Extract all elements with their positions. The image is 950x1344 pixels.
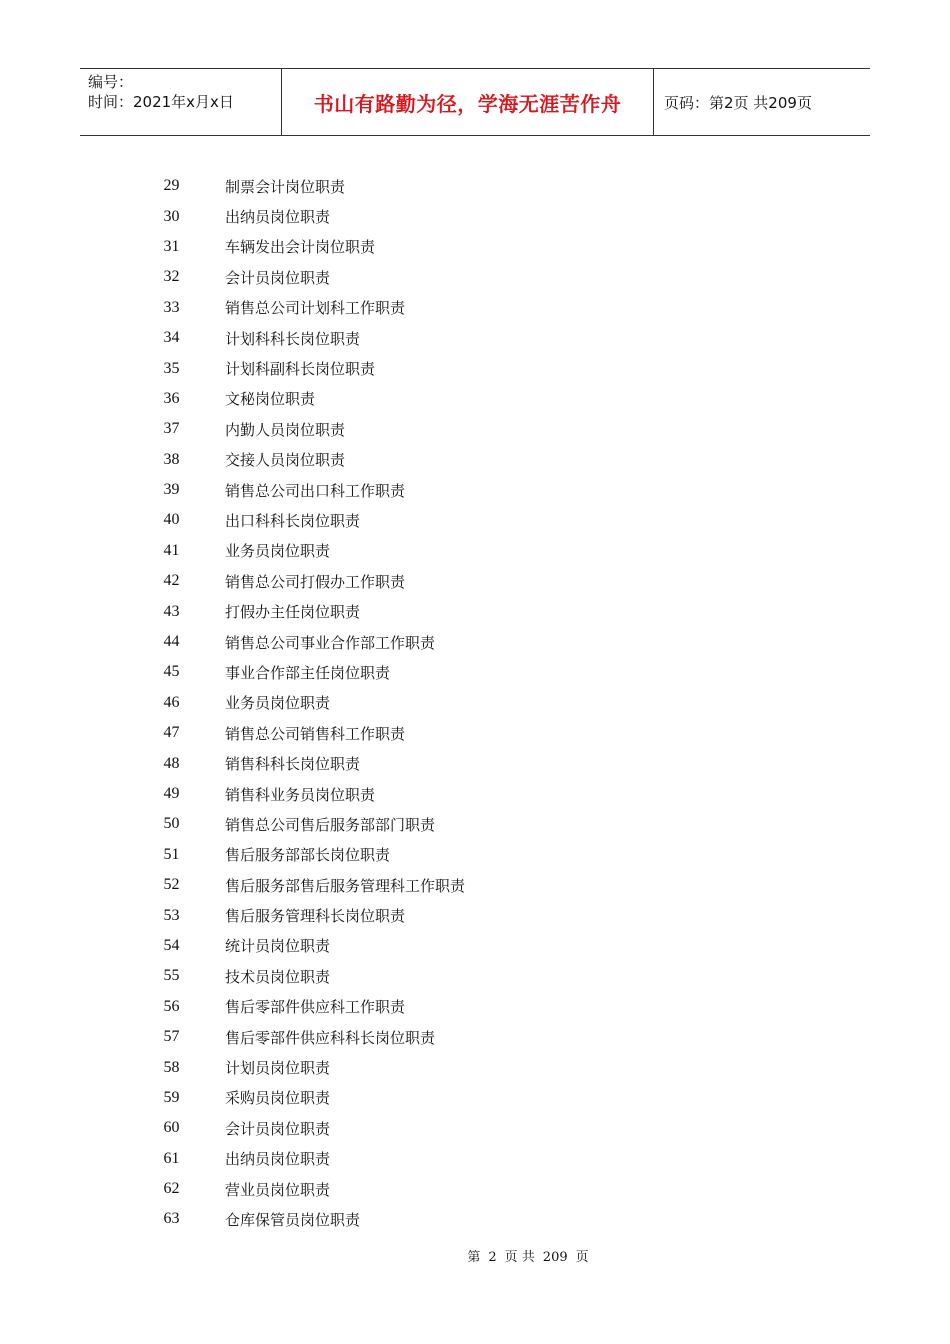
list-item (0, 900, 950, 930)
footer-page: 2 (488, 1250, 497, 1265)
footer-prefix: 第 (467, 1250, 481, 1265)
list-item (0, 1144, 950, 1174)
item-title: 售后服务管理科长岗位职责 (225, 907, 406, 926)
footer-total: 209 (542, 1250, 568, 1265)
item-number: 46 (163, 693, 180, 711)
item-title: 出纳员岗位职责 (225, 208, 331, 227)
item-title: 销售总公司销售科工作职责 (225, 724, 406, 743)
list-item (0, 809, 950, 839)
item-number: 58 (163, 1058, 180, 1076)
list-item (0, 596, 950, 626)
item-number: 45 (163, 663, 180, 681)
item-title: 内勤人员岗位职责 (225, 420, 346, 439)
list-item (0, 718, 950, 748)
item-number: 33 (163, 298, 180, 316)
item-number: 35 (163, 359, 180, 377)
list-item (0, 201, 950, 231)
item-title: 出纳员岗位职责 (225, 1150, 331, 1169)
item-number: 57 (163, 1028, 180, 1046)
item-title: 销售总公司售后服务部部门职责 (225, 815, 436, 834)
item-title: 营业员岗位职责 (225, 1180, 331, 1199)
list-item (0, 384, 950, 414)
item-number: 42 (163, 572, 180, 590)
item-title: 打假办主任岗位职责 (225, 603, 361, 622)
toc-list (0, 171, 950, 1235)
item-number: 51 (163, 845, 180, 863)
item-number: 62 (163, 1180, 180, 1198)
item-number: 59 (163, 1088, 180, 1106)
list-item (0, 262, 950, 292)
item-title: 会计员岗位职责 (225, 268, 331, 287)
item-title: 售后零部件供应科科长岗位职责 (225, 1028, 436, 1047)
list-item (0, 961, 950, 991)
item-number: 38 (163, 450, 180, 468)
item-title: 文秘岗位职责 (225, 390, 316, 409)
list-item (0, 840, 950, 870)
item-number: 43 (163, 602, 180, 620)
item-title: 技术员岗位职责 (225, 967, 331, 986)
item-number: 40 (163, 511, 180, 529)
item-number: 55 (163, 967, 180, 985)
item-number: 54 (163, 936, 180, 954)
item-number: 50 (163, 815, 180, 833)
item-title: 会计员岗位职责 (225, 1119, 331, 1138)
list-item (0, 657, 950, 687)
item-title: 销售科科长岗位职责 (225, 755, 361, 774)
time-label: 时间：2021年x月x日 (88, 93, 234, 111)
list-item (0, 688, 950, 718)
item-title: 业务员岗位职责 (225, 694, 331, 713)
item-title: 出口科科长岗位职责 (225, 511, 361, 530)
item-number: 44 (163, 633, 180, 651)
item-number: 36 (163, 389, 180, 407)
list-item (0, 475, 950, 505)
item-title: 制票会计岗位职责 (225, 177, 346, 196)
list-item (0, 414, 950, 444)
item-number: 52 (163, 876, 180, 894)
list-item (0, 1052, 950, 1082)
item-number: 63 (163, 1210, 180, 1228)
list-item (0, 293, 950, 323)
item-number: 48 (163, 754, 180, 772)
list-item (0, 1022, 950, 1052)
list-item (0, 992, 950, 1022)
serial-label: 编号： (88, 73, 134, 91)
list-item (0, 748, 950, 778)
item-title: 仓库保管员岗位职责 (225, 1210, 361, 1229)
item-title: 计划员岗位职责 (225, 1059, 331, 1078)
list-item (0, 353, 950, 383)
footer-suffix: 页 (575, 1250, 589, 1265)
item-title: 销售总公司事业合作部工作职责 (225, 633, 436, 652)
item-number: 30 (163, 207, 180, 225)
footer-middle: 页 共 (504, 1250, 535, 1265)
item-number: 49 (163, 785, 180, 802)
item-title: 售后服务部售后服务管理科工作职责 (225, 876, 466, 895)
list-item (0, 566, 950, 596)
item-number: 32 (163, 268, 180, 286)
list-item (0, 232, 950, 262)
header-page-info: 页码：第2页 共209页 (664, 93, 812, 112)
list-item (0, 1083, 950, 1113)
page-header (80, 68, 870, 136)
item-title: 采购员岗位职责 (225, 1089, 331, 1108)
item-number: 34 (163, 329, 180, 347)
page-footer (0, 1246, 950, 1265)
item-number: 47 (163, 724, 180, 742)
item-title: 售后服务部部长岗位职责 (225, 846, 391, 865)
item-title: 统计员岗位职责 (225, 937, 331, 956)
item-number: 31 (163, 237, 180, 255)
item-title: 销售总公司打假办工作职责 (225, 572, 406, 591)
list-item (0, 505, 950, 535)
list-item (0, 323, 950, 353)
item-number: 39 (163, 481, 180, 499)
item-title: 计划科科长岗位职责 (225, 329, 361, 348)
header-motto: 书山有路勤为径，学海无涯苦作舟 (282, 69, 654, 135)
list-item (0, 779, 950, 809)
item-number: 56 (163, 997, 180, 1015)
list-item (0, 1113, 950, 1143)
item-title: 销售总公司出口科工作职责 (225, 481, 406, 500)
item-number: 37 (163, 420, 180, 438)
item-number: 60 (163, 1119, 180, 1137)
item-title: 销售总公司计划科工作职责 (225, 299, 406, 318)
item-title: 事业合作部主任岗位职责 (225, 663, 391, 682)
item-title: 计划科副科长岗位职责 (225, 360, 376, 379)
list-item (0, 931, 950, 961)
list-item (0, 627, 950, 657)
list-item (0, 1174, 950, 1204)
item-title: 销售科业务员岗位职责 (225, 785, 376, 804)
item-title: 交接人员岗位职责 (225, 451, 346, 470)
item-number: 41 (163, 541, 180, 559)
item-number: 53 (163, 906, 180, 924)
item-number: 29 (163, 177, 180, 195)
list-item (0, 1204, 950, 1234)
list-item (0, 536, 950, 566)
item-title: 售后零部件供应科工作职责 (225, 998, 406, 1017)
list-item (0, 870, 950, 900)
header-meta (80, 69, 282, 135)
list-item (0, 445, 950, 475)
item-number: 61 (163, 1149, 180, 1167)
list-item (0, 171, 950, 201)
item-title: 业务员岗位职责 (225, 542, 331, 561)
item-title: 车辆发出会计岗位职责 (225, 238, 376, 257)
